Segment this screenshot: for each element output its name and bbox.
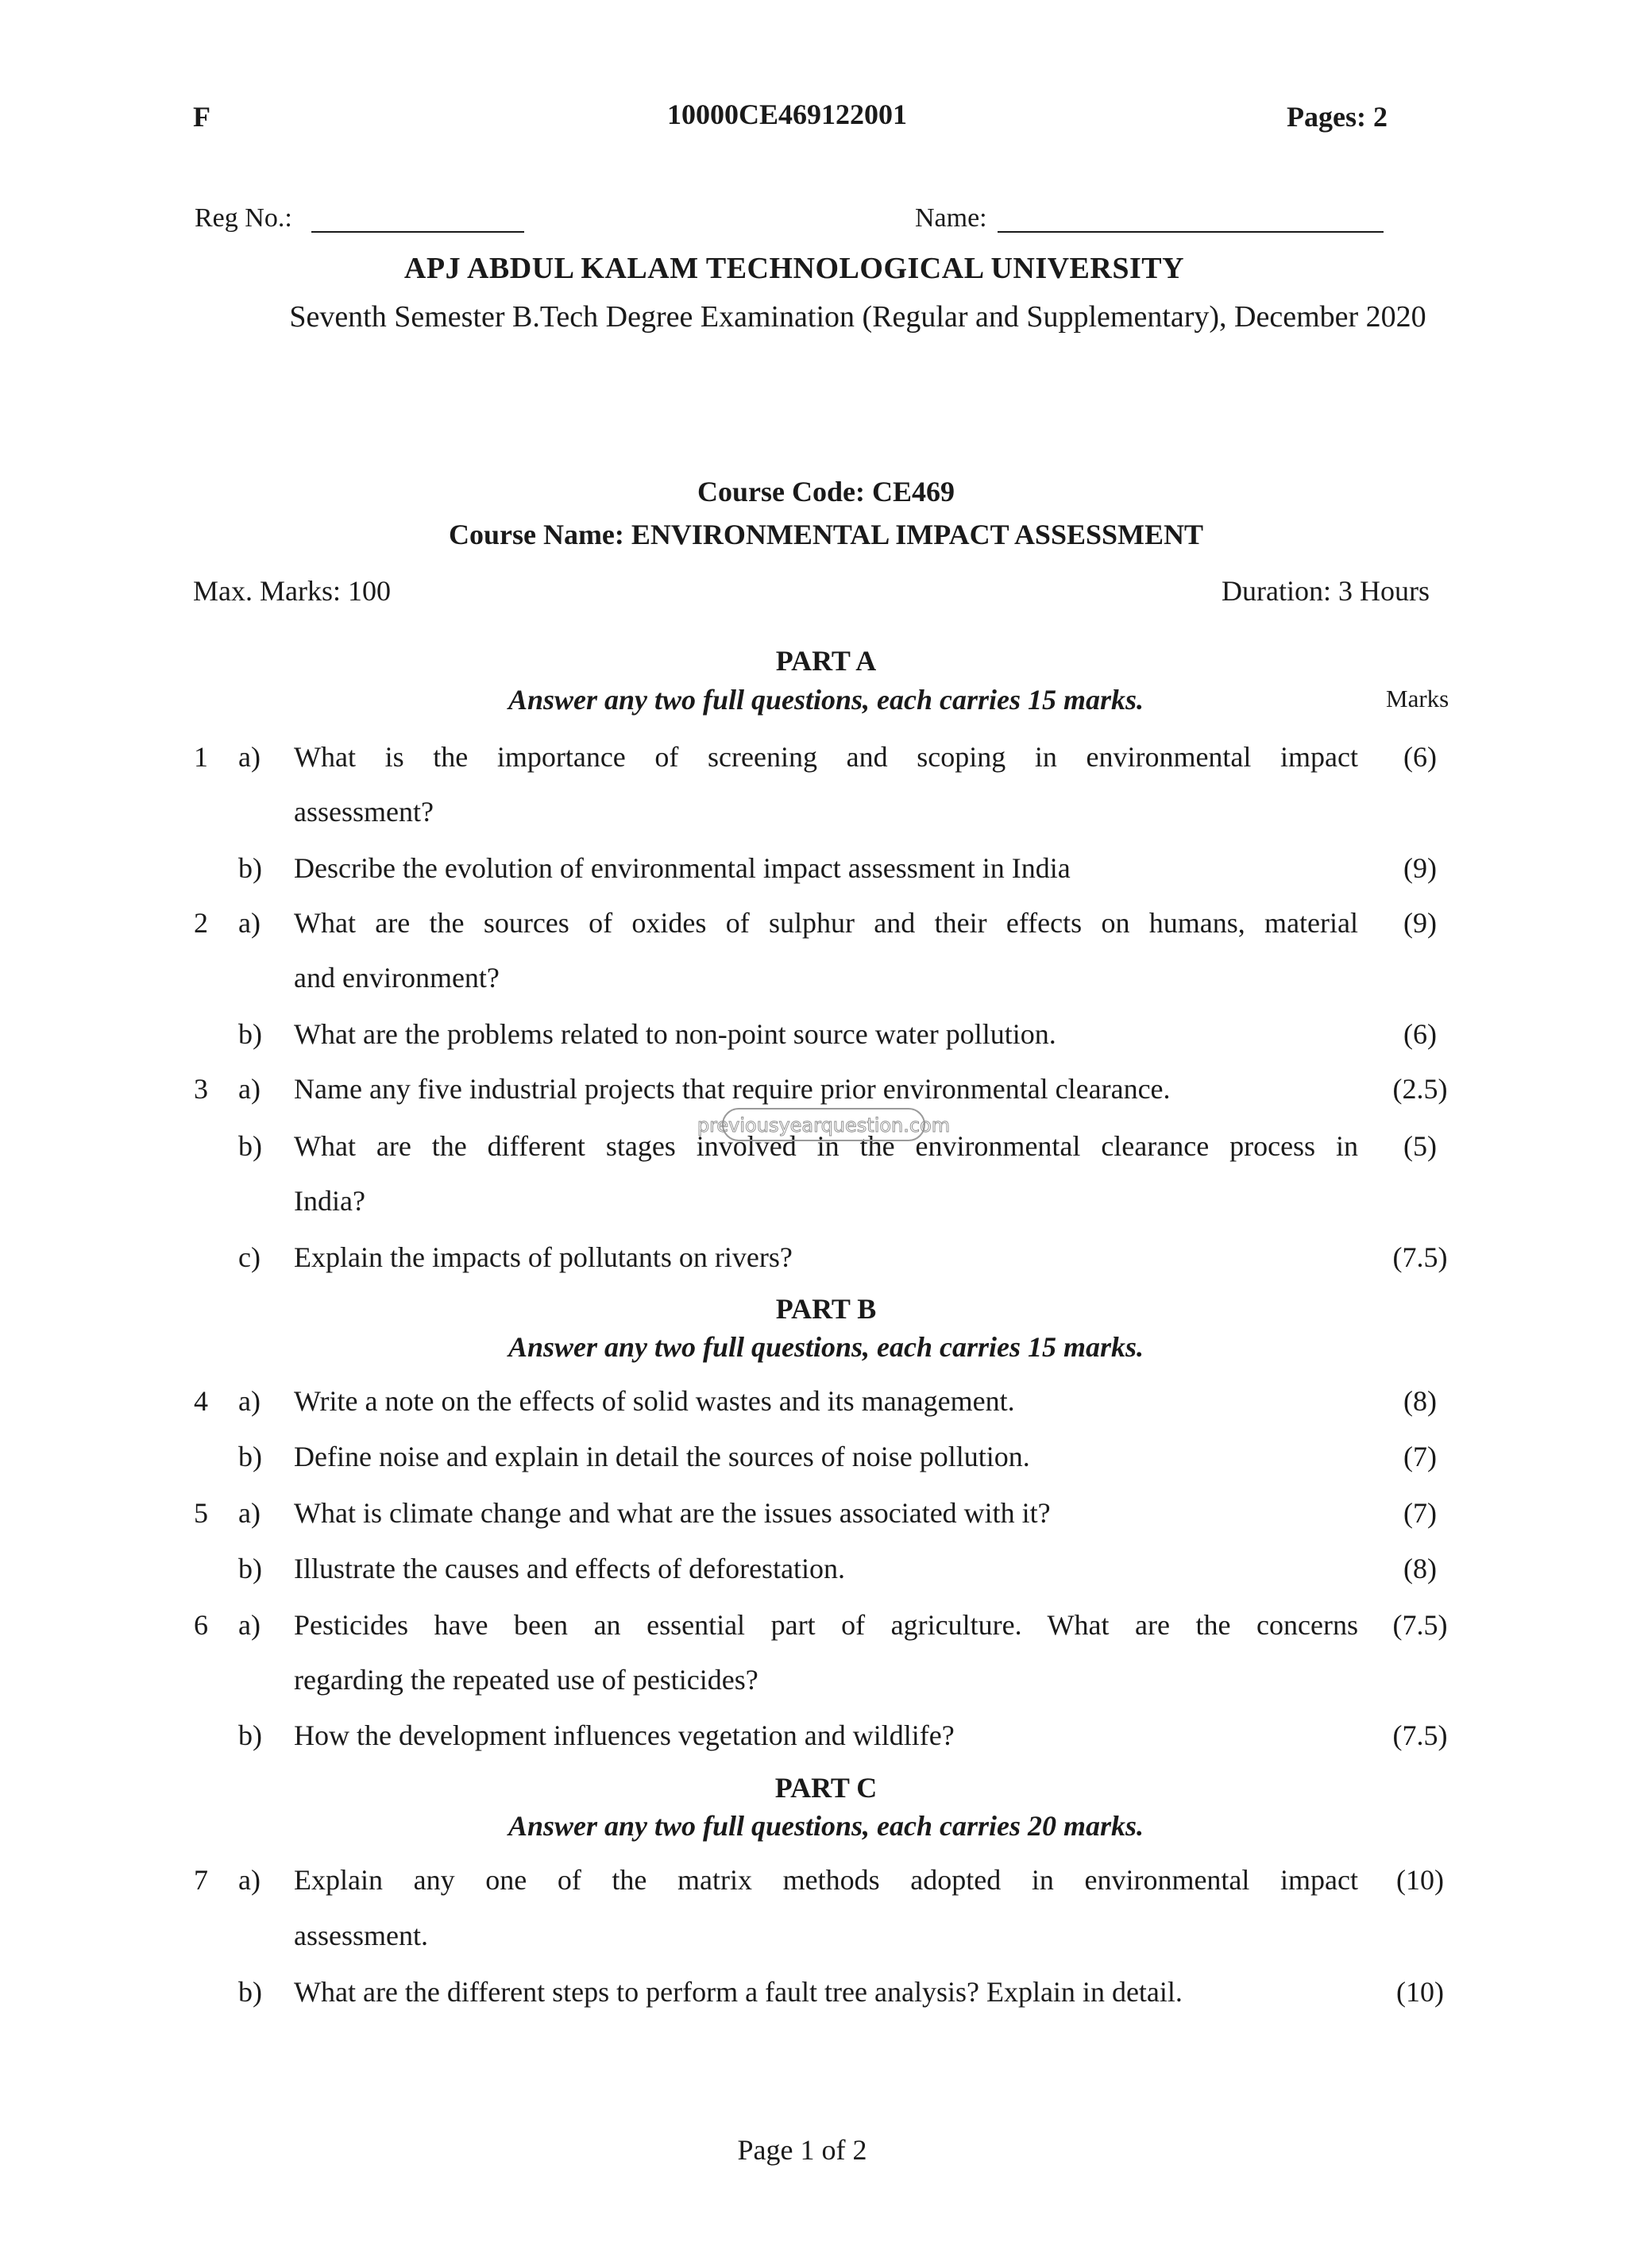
- question-text: What is climate change and what are the issues associated with it?: [294, 1497, 1051, 1529]
- sub-question-label: b): [238, 1719, 262, 1751]
- part-b-title: PART B: [775, 1293, 877, 1325]
- sub-question-label: b): [238, 1018, 262, 1050]
- question-text: Illustrate the causes and effects of deforestation.: [294, 1553, 846, 1584]
- sub-question-label: a): [238, 1609, 261, 1641]
- question-number: 4: [194, 1385, 208, 1417]
- question-number: 6: [194, 1609, 208, 1641]
- question-number: 5: [194, 1497, 208, 1529]
- question-text: Define noise and explain in detail the sources of noise pollution.: [294, 1441, 1030, 1472]
- question-marks: (7): [1403, 1497, 1437, 1529]
- question-text: What are the sources of oxides of sulphur and their effects on humans, material: [294, 907, 1358, 939]
- question-text-continued: and environment?: [294, 962, 500, 994]
- question-number: 2: [194, 907, 208, 939]
- set-label: F: [193, 101, 210, 133]
- max-marks: Max. Marks: 100: [193, 575, 391, 607]
- sub-question-label: a): [238, 1073, 261, 1105]
- question-text-continued: assessment?: [294, 796, 434, 828]
- reg-no-label: Reg No.:: [195, 203, 292, 233]
- marks-column-header: Marks: [1386, 685, 1449, 712]
- question-marks: (9): [1403, 907, 1437, 939]
- part-c-instruction: Answer any two full questions, each carries 20 marks.: [508, 1810, 1144, 1842]
- question-text: What is the importance of screening and scoping in environmental impact: [294, 741, 1358, 773]
- paper-code: 10000CE469122001: [667, 98, 908, 130]
- question-text: Describe the evolution of environmental impact assessment in India: [294, 852, 1071, 884]
- sub-question-label: a): [238, 1385, 261, 1417]
- question-text: How the development influences vegetation and wildlife?: [294, 1719, 955, 1751]
- watermark-stamp: [697, 1106, 951, 1144]
- page-footer: Page 1 of 2: [737, 2134, 867, 2166]
- question-text-continued: regarding the repeated use of pesticides?: [294, 1664, 758, 1696]
- question-number: 1: [194, 741, 208, 773]
- sub-question-label: b): [238, 1553, 262, 1584]
- watermark-text: previousyearquestion.com: [697, 1114, 951, 1137]
- exam-title: Seventh Semester B.Tech Degree Examination (Regular and Supplementary), December 2020: [289, 300, 1426, 334]
- question-marks: (10): [1396, 1864, 1444, 1896]
- part-c-title: PART C: [774, 1772, 878, 1804]
- question-text: Name any five industrial projects that require prior environmental clearance.: [294, 1073, 1171, 1105]
- question-text-continued: India?: [294, 1185, 365, 1217]
- question-marks: (7.5): [1392, 1241, 1448, 1273]
- question-marks: (10): [1396, 1976, 1444, 2008]
- question-marks: (6): [1403, 1018, 1437, 1050]
- question-text: Pesticides have been an essential part of agriculture. What are the concerns: [294, 1609, 1358, 1641]
- question-marks: (6): [1403, 741, 1437, 773]
- reg-no-blank: [311, 231, 524, 233]
- sub-question-label: a): [238, 1864, 261, 1896]
- name-label: Name:: [915, 203, 987, 233]
- sub-question-label: b): [238, 1976, 262, 2008]
- question-marks: (7): [1403, 1441, 1437, 1472]
- question-text: What are the different stages involved in the environmental clearance process in: [294, 1130, 1358, 1162]
- question-marks: (8): [1403, 1553, 1437, 1584]
- question-text: Explain the impacts of pollutants on rivers?: [294, 1241, 793, 1273]
- question-text: What are the different steps to perform a fault tree analysis? Explain in detail.: [294, 1976, 1183, 2008]
- sub-question-label: a): [238, 1497, 261, 1529]
- question-marks: (8): [1403, 1385, 1437, 1417]
- part-a-instruction: Answer any two full questions, each carries 15 marks.: [508, 684, 1144, 716]
- sub-question-label: a): [238, 907, 261, 939]
- question-text: Write a note on the effects of solid wastes and its management.: [294, 1385, 1015, 1417]
- duration: Duration: 3 Hours: [1222, 575, 1430, 607]
- part-b-instruction: Answer any two full questions, each carries 15 marks.: [508, 1331, 1144, 1363]
- sub-question-label: b): [238, 1441, 262, 1472]
- question-text: What are the problems related to non-point source water pollution.: [294, 1018, 1056, 1050]
- question-marks: (2.5): [1392, 1073, 1448, 1105]
- question-number: 3: [194, 1073, 208, 1105]
- question-marks: (5): [1403, 1130, 1437, 1162]
- course-name: Course Name: ENVIRONMENTAL IMPACT ASSESSMENT: [448, 519, 1204, 550]
- sub-question-label: c): [238, 1241, 261, 1273]
- page-count: Pages: 2: [1287, 101, 1388, 133]
- sub-question-label: a): [238, 741, 261, 773]
- name-blank: [998, 231, 1384, 233]
- sub-question-label: b): [238, 1130, 262, 1162]
- question-text: Explain any one of the matrix methods adopted in environmental impact: [294, 1864, 1358, 1896]
- question-number: 7: [194, 1864, 208, 1896]
- question-marks: (7.5): [1392, 1609, 1448, 1641]
- course-code: Course Code: CE469: [697, 476, 955, 507]
- question-marks: (9): [1403, 852, 1437, 884]
- question-marks: (7.5): [1392, 1719, 1448, 1751]
- part-a-title: PART A: [775, 645, 877, 677]
- question-text-continued: assessment.: [294, 1920, 428, 1951]
- university-title: APJ ABDUL KALAM TECHNOLOGICAL UNIVERSITY: [403, 252, 1185, 285]
- sub-question-label: b): [238, 852, 262, 884]
